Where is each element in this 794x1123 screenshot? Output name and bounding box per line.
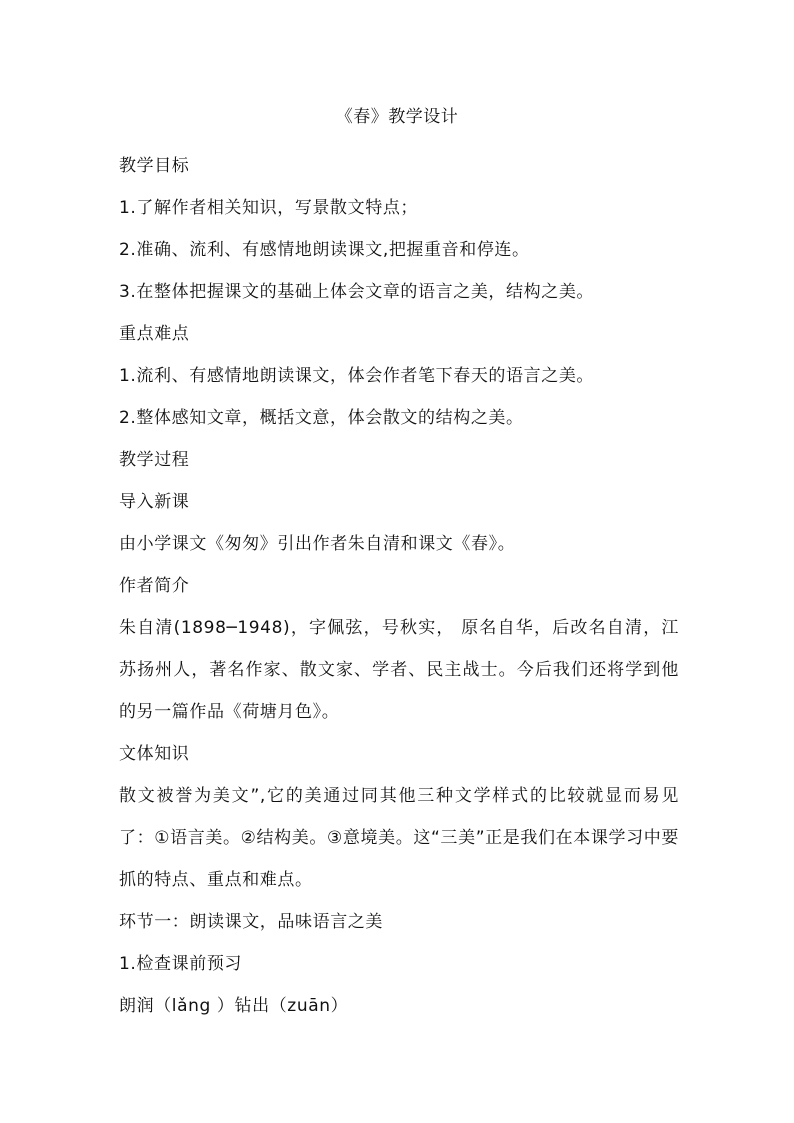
section-heading-stage-one: 环节一：朗读课文，品味语言之美: [119, 912, 383, 932]
introduction-text: 由小学课文《匆匆》引出作者朱自清和课文《春》。: [119, 534, 516, 554]
section-heading-objectives: 教学目标: [119, 156, 190, 176]
objective-item-2: 2.准确、流利、有感情地朗读课文,把握重音和停连。: [119, 240, 530, 260]
document-body: [119, 145, 679, 1027]
preview-check-heading: 1.检查课前预习: [119, 954, 243, 974]
key-point-item-2: 2.整体感知文章，概括文意，体会散文的结构之美。: [119, 408, 524, 428]
pronunciation-line: 朗润（lǎng ）钻出（zuān）: [119, 996, 349, 1016]
subheading-author-profile: 作者简介: [119, 576, 190, 596]
genre-knowledge-paragraph: 散文被誉为美文”,它的美通过同其他三种文学样式的比较就显而易见了：①语言美。②结构美。③意境美。这“三美”正是我们在本课学习中要抓的特点、重点和难点。: [119, 786, 679, 890]
section-heading-key-points: 重点难点: [119, 324, 190, 344]
key-point-item-1: 1.流利、有感情地朗读课文，体会作者笔下春天的语言之美。: [119, 366, 595, 386]
objective-item-1: 1.了解作者相关知识，写景散文特点；: [119, 198, 419, 218]
subheading-introduction: 导入新课: [119, 492, 190, 512]
objective-item-3: 3.在整体把握课文的基础上体会文章的语言之美，结构之美。: [119, 282, 595, 302]
author-profile-paragraph: 朱自清(1898─1948)，字佩弦，号秋实， 原名自华，后改名自清，江苏扬州人，著名作家、散文家、学者、民主战士。今后我们还将学到他的另一篇作品《荷塘月色》。: [119, 618, 679, 722]
document-title: 《春》教学设计: [335, 107, 459, 127]
section-heading-process: 教学过程: [119, 450, 190, 470]
subheading-genre-knowledge: 文体知识: [119, 744, 190, 764]
